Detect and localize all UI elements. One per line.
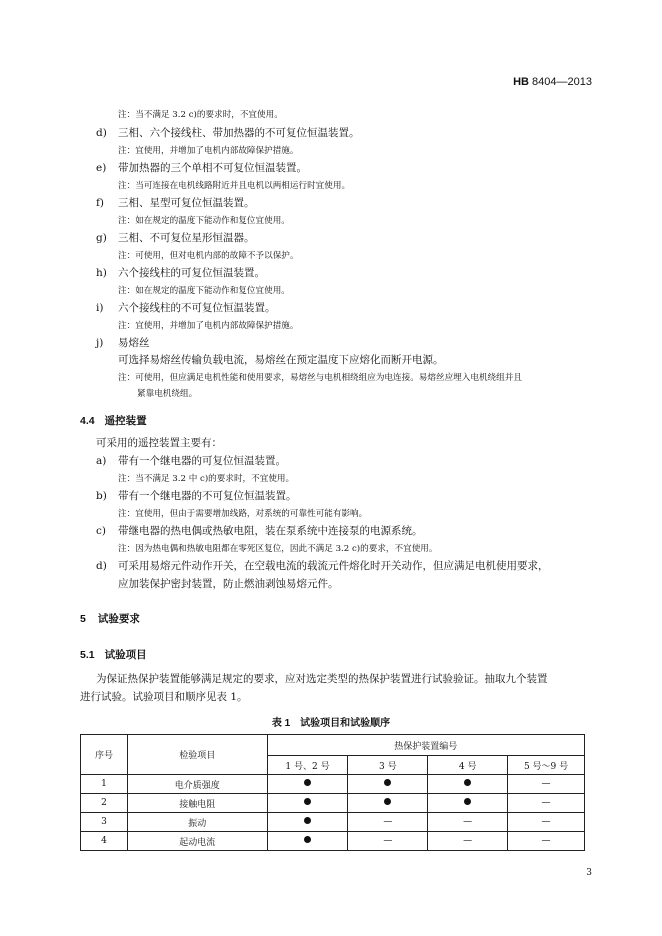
- list-item: c) 带继电器的热电偶或热敏电阻，装在泵系统中连接泵的电源系统。: [96, 525, 423, 537]
- note: 注：因为热电偶和热敏电阻都在零死区复位，因此不满足 3.2 c)的要求，不宜使用。: [118, 544, 438, 554]
- document-code: HB 8404—2013: [513, 76, 592, 88]
- section-heading-4-4: 4.4 遥控装置: [80, 415, 147, 427]
- row-cell: —: [348, 813, 428, 832]
- filled-dot-icon: [464, 798, 471, 805]
- list-item: f) 三相、星型可复位恒温装置。: [96, 197, 255, 209]
- row-cell: —: [428, 813, 508, 832]
- row-no: 3: [81, 813, 128, 832]
- list-item: i) 六个接线柱的不可复位恒温装置。: [96, 302, 276, 314]
- note: 注：可使用，但对电机内部的故障不予以保护。: [118, 251, 299, 261]
- note: 注：当不满足 3.2 中 c)的要求时，不宜使用。: [118, 474, 295, 484]
- header-col: 3 号: [348, 756, 428, 775]
- row-item: 振动: [127, 813, 267, 832]
- list-item: a) 带有一个继电器的可复位恒温装置。: [96, 455, 286, 467]
- filled-dot-icon: [304, 798, 311, 805]
- row-cell: —: [348, 832, 428, 851]
- list-item: b) 带有一个继电器的不可复位恒温装置。: [96, 490, 297, 502]
- note: 注：当可连接在电机线路附近并且电机以两相运行时宜使用。: [118, 181, 351, 191]
- note: 注：如在规定的温度下能动作和复位宜使用。: [118, 286, 290, 296]
- section-intro: 可采用的遥控装置主要有：: [96, 437, 222, 449]
- header-col: 4 号: [428, 756, 508, 775]
- filled-dot-icon: [304, 817, 311, 824]
- paragraph: 为保证热保护装置能够满足规定的要求，应对选定类型的热保护装置进行试验验证。抽取九个装置: [96, 673, 548, 685]
- filled-dot-icon: [304, 779, 311, 786]
- row-no: 1: [81, 775, 128, 794]
- row-cell: [267, 794, 348, 813]
- filled-dot-icon: [384, 798, 391, 805]
- row-cell: [348, 775, 428, 794]
- table-row: [81, 813, 585, 832]
- header-col: 5 号～9 号: [508, 756, 585, 775]
- table-row: [81, 794, 585, 813]
- row-cell: —: [508, 794, 585, 813]
- row-cell: [267, 813, 348, 832]
- row-item: 起动电流: [127, 832, 267, 851]
- row-no: 4: [81, 832, 128, 851]
- note: 注：如在规定的温度下能动作和复位宜使用。: [118, 216, 290, 226]
- list-item-continuation: 应加装保护密封装置，防止燃油剥蚀易熔元件。: [118, 578, 339, 590]
- row-cell: —: [508, 813, 585, 832]
- page-number: 3: [586, 868, 592, 878]
- header-no: 序号: [81, 735, 128, 775]
- test-table: [80, 734, 585, 851]
- list-item: j) 易熔丝: [96, 337, 150, 349]
- note: 注：可使用，但应满足电机性能和使用要求，易熔丝与电机相绕组应为电连接。易熔丝应埋入电机绕组并且: [118, 373, 522, 383]
- table-row: [81, 775, 585, 794]
- row-cell: [428, 794, 508, 813]
- table-caption: 表 1 试验项目和试验顺序: [271, 718, 391, 729]
- filled-dot-icon: [384, 779, 391, 786]
- note: 注：宜使用，并增加了电机内部故障保护措施。: [118, 321, 299, 331]
- row-cell: —: [428, 832, 508, 851]
- row-item: 电介质强度: [127, 775, 267, 794]
- list-item: g) 三相、不可复位星形恒温器。: [96, 232, 255, 244]
- row-cell: [428, 775, 508, 794]
- header-item: 检验项目: [127, 735, 267, 775]
- filled-dot-icon: [304, 836, 311, 843]
- section-heading-5-1: 5.1 试验项目: [80, 649, 147, 661]
- row-item: 接触电阻: [127, 794, 267, 813]
- list-item: e) 带加热器的三个单相不可复位恒温装置。: [96, 162, 307, 174]
- filled-dot-icon: [464, 779, 471, 786]
- note: 注：当不满足 3.2 c)的要求时，不宜使用。: [118, 110, 283, 120]
- row-cell: —: [508, 832, 585, 851]
- list-item-body: 可选择易熔丝传输负载电流，易熔丝在预定温度下应熔化而断开电源。: [118, 354, 444, 366]
- row-no: 2: [81, 794, 128, 813]
- table-row: [81, 832, 585, 851]
- header-col: 1 号、2 号: [267, 756, 348, 775]
- list-item: d) 可采用易熔元件动作开关，在空载电流的载流元件熔化时开关动作，但应满足电机使用要求，: [96, 560, 549, 572]
- note: 注：宜使用，并增加了电机内部故障保护措施。: [118, 146, 299, 156]
- list-item: d) 三相、六个接线柱、带加热器的不可复位恒温装置。: [96, 127, 360, 139]
- row-cell: [348, 794, 428, 813]
- list-item: h) 六个接线柱的可复位恒温装置。: [96, 267, 265, 279]
- row-cell: [267, 775, 348, 794]
- row-cell: —: [508, 775, 585, 794]
- section-heading-5: 5 试验要求: [80, 613, 140, 625]
- header-group: 热保护装置编号: [267, 735, 584, 756]
- row-cell: [267, 832, 348, 851]
- note: 注：宜使用，但由于需要增加线路，对系统的可靠性可能有影响。: [118, 509, 368, 519]
- paragraph-continuation: 进行试验。试验项目和顺序见表 1。: [80, 691, 248, 703]
- note-continuation: 紧靠电机绕组。: [137, 389, 198, 399]
